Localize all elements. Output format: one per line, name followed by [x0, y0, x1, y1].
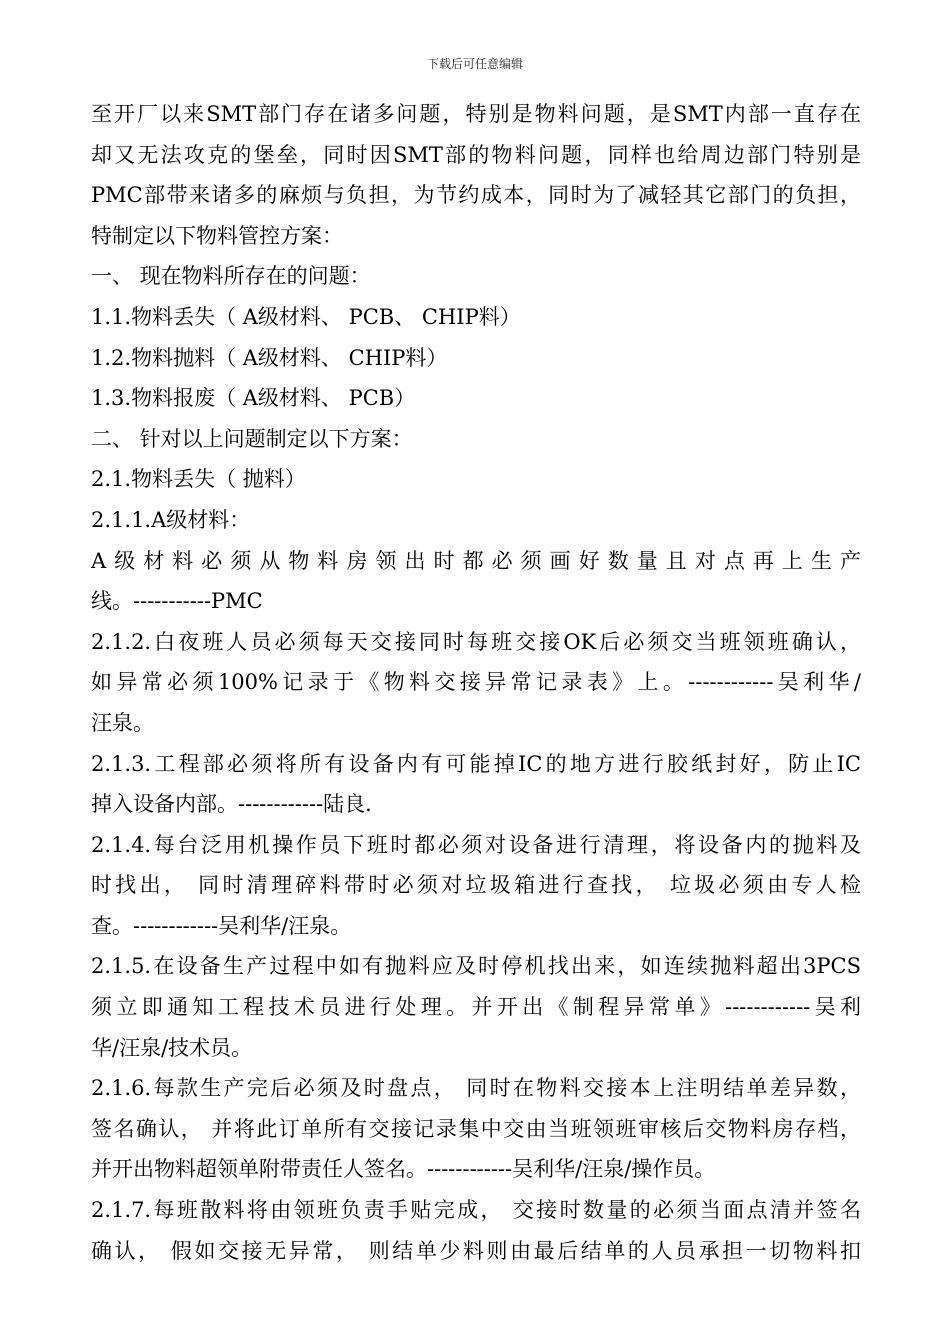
text-line: 1.2.物料抛料（ A级材料、 CHIP料） — [91, 345, 448, 370]
text-line: 掉入设备内部。------------陆良. — [91, 792, 372, 817]
text-line: 2.1.物料丢失（ 抛料） — [91, 467, 306, 492]
text-line: 签名确认， 并将此订单所有交接记录集中交由当班领班审核后交物料房存档， — [91, 1116, 861, 1141]
text-line: A级材料必须从物料房领出时都必须画好数量且对点再上生产 — [91, 548, 861, 573]
text-line: 1.1.物料丢失（ A级材料、 PCB、 CHIP料） — [91, 304, 521, 329]
text-line: 二、 针对以上问题制定以下方案： — [91, 426, 413, 451]
text-line: 汪泉。 — [91, 710, 154, 735]
text-line: 查。------------吴利华/汪泉。 — [91, 913, 352, 938]
text-line: 华/汪泉/技术员。 — [91, 1035, 253, 1060]
text-line: PMC部带来诸多的麻烦与负担，为节约成本，同时为了减轻其它部门的负担， — [91, 183, 861, 208]
text-line: 并开出物料超领单附带责任人签名。------------吴利华/汪泉/操作员。 — [91, 1157, 716, 1182]
text-line: 2.1.4.每台泛用机操作员下班时都必须对设备进行清理，将设备内的抛料及 — [91, 832, 861, 857]
page-header: 下载后可任意编辑 — [426, 57, 523, 71]
document-body — [91, 94, 861, 1271]
text-line: 线。-----------PMC — [91, 589, 263, 614]
text-line: 时找出， 同时清理碎料带时必须对垃圾箱进行查找， 垃圾必须由专人检 — [91, 873, 861, 898]
text-line: 2.1.5.在设备生产过程中如有抛料应及时停机找出来，如连续抛料超出3PCS — [91, 954, 861, 979]
text-line: 如异常必须100%记录于《物料交接异常记录表》上。------------吴利华/ — [91, 670, 861, 695]
text-line: 却又无法攻克的堡垒，同时因SMT部的物料问题，同样也给周边部门特别是 — [91, 142, 861, 167]
text-line: 2.1.7.每班散料将由领班负责手贴完成， 交接时数量的必须当面点清并签名 — [91, 1198, 861, 1223]
text-line: 至开厂以来SMT部门存在诸多问题，特别是物料问题，是SMT内部一直存在 — [91, 102, 861, 126]
text-line: 一、 现在物料所存在的问题： — [91, 264, 371, 289]
text-line: 2.1.1.A级材料： — [91, 507, 251, 532]
text-line: 须立即通知工程技术员进行处理。并开出《制程异常单》------------吴利 — [91, 995, 861, 1020]
text-line: 2.1.6.每款生产完后必须及时盘点， 同时在物料交接本上注明结单差异数， — [91, 1076, 861, 1101]
text-line: 确认， 假如交接无异常， 则结单少料则由最后结单的人员承担一切物料扣 — [91, 1238, 861, 1263]
text-line: 1.3.物料报废（ A级材料、 PCB） — [91, 386, 416, 411]
text-line: 2.1.2.白夜班人员必须每天交接同时每班交接OK后必须交当班领班确认， — [91, 629, 861, 654]
text-line: 特制定以下物料管控方案： — [91, 223, 343, 248]
text-line: 2.1.3.工程部必须将所有设备内有可能掉IC的地方进行胶纸封好，防止IC — [91, 751, 861, 776]
